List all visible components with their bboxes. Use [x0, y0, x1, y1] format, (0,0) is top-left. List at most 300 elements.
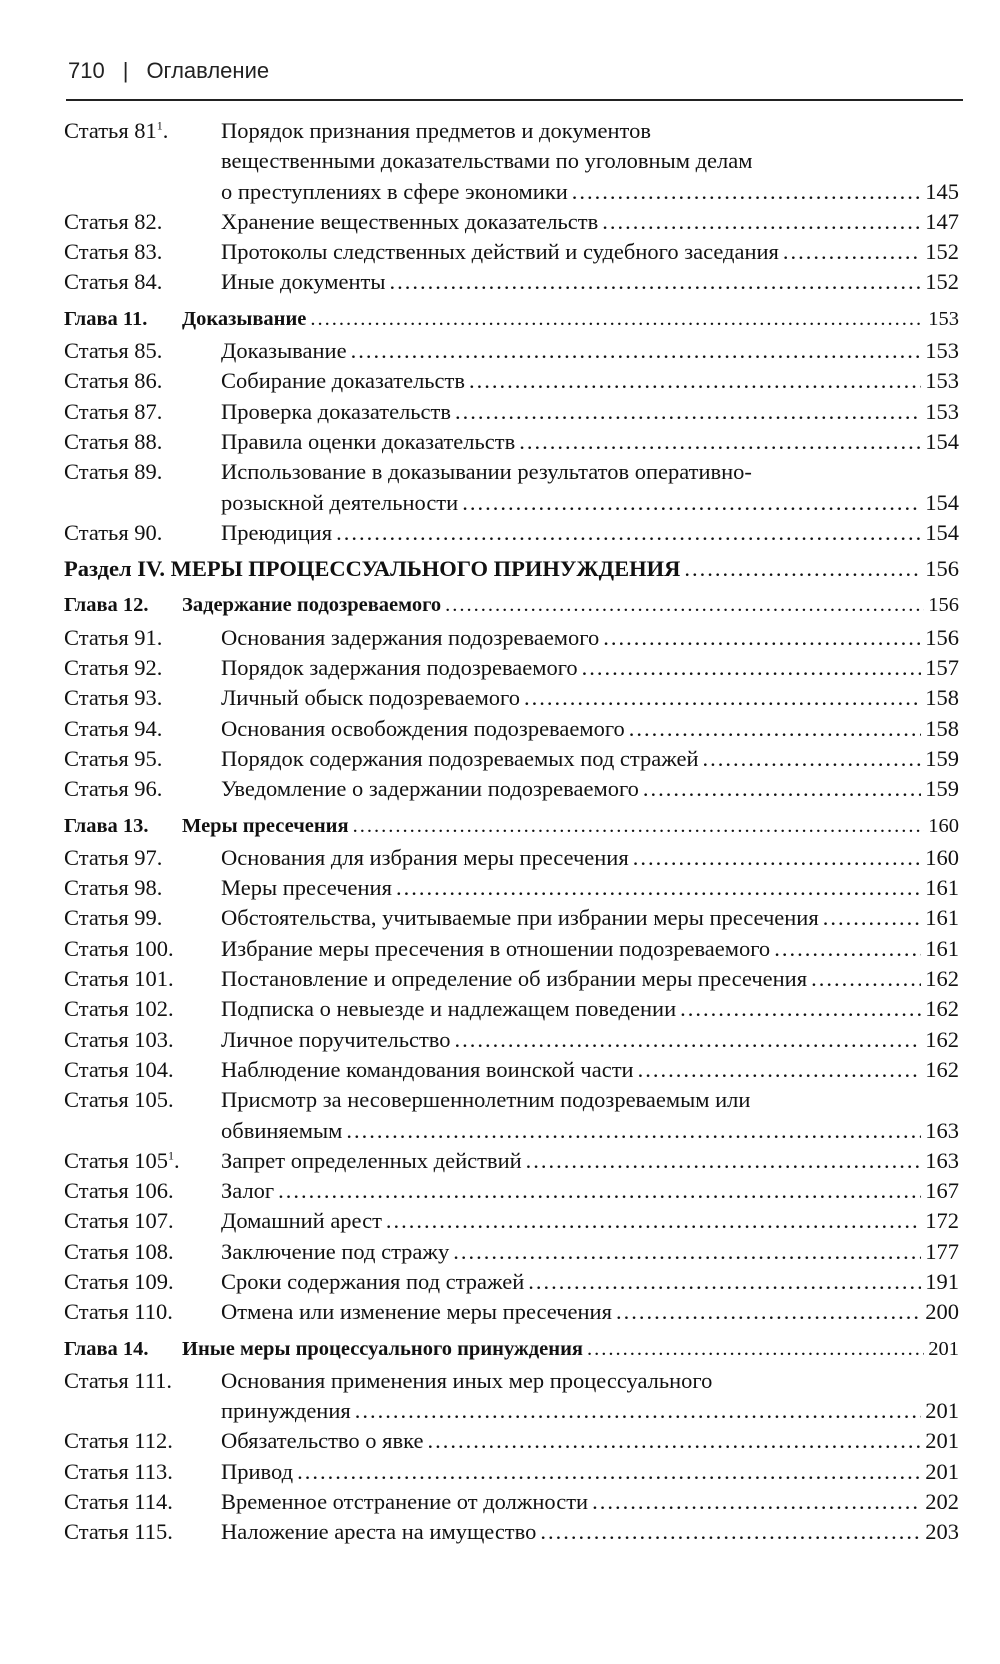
entry-number [64, 1146, 221, 1176]
entry-title-line [221, 1297, 959, 1327]
entry-title-line [182, 590, 959, 620]
entry-title [221, 427, 959, 457]
entry-number-text: Статья 87. [64, 398, 163, 424]
toc-chapter-entry [64, 304, 959, 334]
dot-leader [462, 488, 921, 518]
entry-title-line [221, 1366, 959, 1396]
entry-number [64, 683, 221, 713]
entry-title-line [221, 774, 959, 804]
entry-title-text: Доказывание [182, 307, 307, 330]
entry-number-text: Статья 86. [64, 368, 163, 394]
entry-title-text: Обстоятельства, учитываемые при избрании меры пресечения [221, 905, 819, 931]
entry-title-text: обвиняемым [221, 1117, 343, 1143]
dot-leader [386, 1206, 921, 1236]
toc-article-entry [64, 873, 959, 903]
entry-title-line [221, 964, 959, 994]
entry-title-line [221, 843, 959, 873]
toc-article-entry [64, 1055, 959, 1085]
table-of-contents [64, 116, 959, 1548]
entry-title-text: Подписка о невыезде и надлежащем поведении [221, 996, 677, 1022]
dot-leader [519, 427, 921, 457]
dot-leader [526, 1146, 922, 1176]
entry-number [64, 518, 221, 548]
dot-leader [643, 774, 921, 804]
entry-page-number: 153 [925, 338, 959, 364]
entry-title-text: Использование в доказывании результатов оперативно- [221, 459, 752, 485]
entry-title-line [221, 146, 959, 176]
entry-page-number: 177 [925, 1238, 959, 1264]
entry-page-number: 156 [925, 624, 959, 650]
toc-article-entry [64, 1025, 959, 1055]
entry-number [64, 427, 221, 457]
entry-number [64, 1334, 182, 1364]
toc-article-entry [64, 653, 959, 683]
entry-title-line [221, 1487, 959, 1517]
dot-leader [680, 994, 921, 1024]
entry-title-text: Избрание меры пресечения в отношении подозреваемого [221, 935, 771, 961]
entry-number [64, 267, 221, 297]
entry-title-text: Запрет определенных действий [221, 1147, 522, 1173]
entry-title [221, 1206, 959, 1236]
entry-title [221, 1426, 959, 1456]
toc-article-entry [64, 774, 959, 804]
dot-leader [346, 1116, 921, 1146]
entry-title-line [221, 1085, 959, 1115]
dot-leader [572, 177, 921, 207]
entry-title [221, 207, 959, 237]
entry-page-number: 202 [925, 1489, 959, 1515]
toc-article-entry [64, 1206, 959, 1236]
entry-title-text: Иные документы [221, 269, 386, 295]
entry-title-line [221, 1055, 959, 1085]
entry-title [221, 994, 959, 1024]
entry-page-number: 160 [928, 814, 959, 837]
entry-page-number: 161 [925, 875, 959, 901]
entry-title [221, 1146, 959, 1176]
toc-article-entry [64, 366, 959, 396]
entry-page-number: 157 [925, 655, 959, 681]
entry-number [64, 1366, 221, 1396]
toc-article-entry [64, 1457, 959, 1487]
entry-page-number: 159 [925, 776, 959, 802]
entry-title [221, 336, 959, 366]
entry-title [221, 873, 959, 903]
dot-leader [355, 1396, 922, 1426]
page-number: 710 [68, 58, 105, 83]
entry-title [221, 903, 959, 933]
entry-number-text: Статья 103. [64, 1026, 174, 1052]
dot-leader [592, 1487, 921, 1517]
dot-leader [427, 1426, 921, 1456]
entry-title-text: Порядок признания предметов и документов [221, 118, 651, 143]
entry-page-number: 162 [925, 1056, 959, 1082]
dot-leader [811, 964, 921, 994]
entry-title [221, 237, 959, 267]
entry-title-line [221, 177, 959, 207]
entry-title-text: Основания задержания подозреваемого [221, 624, 600, 650]
entry-title-line [221, 1116, 959, 1146]
toc-article-entry [64, 1267, 959, 1297]
dot-leader [396, 873, 921, 903]
entry-page-number: 161 [925, 935, 959, 961]
entry-page-number: 153 [925, 398, 959, 424]
entry-title [221, 267, 959, 297]
toc-article-entry [64, 1366, 959, 1427]
dot-leader [684, 554, 921, 584]
entry-page-number: 152 [925, 269, 959, 295]
entry-title [221, 744, 959, 774]
entry-title [221, 623, 959, 653]
entry-title [64, 554, 959, 584]
entry-title-line [221, 1517, 959, 1547]
dot-leader [602, 207, 921, 237]
entry-title-line [221, 994, 959, 1024]
entry-title-text: Личный обыск подозреваемого [221, 685, 520, 711]
entry-page-number: 172 [925, 1208, 959, 1234]
entry-title-line [221, 1396, 959, 1426]
dot-leader [783, 237, 921, 267]
entry-title [221, 1025, 959, 1055]
dot-leader [587, 1334, 924, 1364]
entry-title-text: вещественными доказательствами по уголовным делам [221, 148, 753, 174]
entry-page-number: 201 [928, 1337, 959, 1360]
entry-number [64, 744, 221, 774]
header-rule [66, 99, 963, 101]
entry-number [64, 116, 221, 146]
entry-title-text: Иные меры процессуального принуждения [182, 1337, 583, 1360]
dot-leader [540, 1517, 921, 1547]
entry-number [64, 964, 221, 994]
entry-title [221, 1487, 959, 1517]
entry-page-number: 158 [925, 715, 959, 741]
toc-article-entry [64, 336, 959, 366]
entry-number [64, 994, 221, 1024]
entry-page-number: 145 [925, 178, 959, 204]
entry-number [64, 237, 221, 267]
entry-page-number: 160 [925, 844, 959, 870]
entry-title-line [221, 427, 959, 457]
entry-title-text: Основания освобождения подозреваемого [221, 715, 625, 741]
dot-leader [336, 518, 921, 548]
toc-article-entry [64, 207, 959, 237]
toc-article-entry [64, 934, 959, 964]
entry-title-text: Протоколы следственных действий и судебного заседания [221, 239, 779, 265]
entry-title [221, 1517, 959, 1547]
dot-leader [469, 366, 921, 396]
entry-title-line [221, 207, 959, 237]
entry-number-text: Статья 105 [64, 1147, 169, 1173]
entry-title-line [221, 1176, 959, 1206]
entry-title-text: Сроки содержания под стражей [221, 1268, 525, 1294]
entry-number-text: Статья 112. [64, 1428, 173, 1454]
entry-number-text: Статья 107. [64, 1208, 174, 1234]
entry-page-number: 154 [925, 428, 959, 454]
dot-leader [616, 1297, 921, 1327]
dot-leader [278, 1176, 921, 1206]
toc-article-entry [64, 1297, 959, 1327]
entry-page-number: 159 [925, 745, 959, 771]
entry-number [64, 903, 221, 933]
entry-title-text: Привод [221, 1458, 294, 1484]
entry-title-text: Залог [221, 1178, 275, 1204]
dot-leader [582, 653, 922, 683]
entry-title-text: Преюдиция [221, 519, 333, 545]
entry-title-line [221, 1457, 959, 1487]
toc-article-entry [64, 457, 959, 518]
entry-number-text: Статья 106. [64, 1178, 174, 1204]
entry-number-text: Статья 104. [64, 1056, 174, 1082]
header-separator: | [122, 58, 129, 83]
entry-page-number: 163 [925, 1147, 959, 1173]
entry-title-line [221, 366, 959, 396]
entry-title-text: Личное поручительство [221, 1026, 451, 1052]
entry-page-number: 161 [925, 905, 959, 931]
entry-number [64, 774, 221, 804]
entry-number-text: Статья 92. [64, 655, 163, 681]
entry-title [221, 714, 959, 744]
entry-title [182, 590, 959, 620]
entry-number-text: Статья 115. [64, 1519, 173, 1545]
entry-title-text: Основания для избрания меры пресечения [221, 844, 629, 870]
entry-page-number: 162 [925, 1026, 959, 1052]
entry-page-number: 154 [925, 519, 959, 545]
entry-title [221, 457, 959, 518]
entry-number [64, 873, 221, 903]
entry-page-number: 154 [925, 489, 959, 515]
entry-title-line [221, 336, 959, 366]
entry-page-number: 200 [925, 1299, 959, 1325]
entry-number-text: Статья 83. [64, 239, 163, 265]
entry-title [182, 304, 959, 334]
entry-number-superscript: 1 [156, 118, 163, 133]
entry-number-suffix: . [162, 118, 169, 143]
entry-title-text: Порядок задержания подозреваемого [221, 655, 578, 681]
entry-page-number: 162 [925, 996, 959, 1022]
entry-number-text: Статья 97. [64, 844, 163, 870]
entry-title [221, 397, 959, 427]
dot-leader [297, 1457, 921, 1487]
entry-title-text: Отмена или изменение меры пресечения [221, 1299, 612, 1325]
toc-article-entry [64, 683, 959, 713]
entry-page-number: 156 [928, 594, 959, 617]
entry-title-text: Меры пресечения [221, 875, 392, 901]
entry-title-line [64, 554, 959, 584]
entry-number-superscript: 1 [168, 1148, 175, 1163]
entry-number [64, 1055, 221, 1085]
entry-title-text: принуждения [221, 1398, 351, 1424]
dot-leader [703, 744, 922, 774]
entry-number-text: Статья 113. [64, 1458, 173, 1484]
entry-title-text: розыскной деятельности [221, 489, 459, 515]
entry-number-text: Глава 11. [64, 307, 148, 330]
dot-leader [353, 811, 925, 841]
toc-article-entry [64, 116, 959, 207]
entry-page-number: 167 [925, 1178, 959, 1204]
entry-number [64, 1487, 221, 1517]
entry-title-line [221, 653, 959, 683]
entry-number [64, 811, 182, 841]
entry-number-text: Статья 90. [64, 519, 163, 545]
entry-number [64, 1517, 221, 1547]
entry-title [221, 366, 959, 396]
entry-number-text: Статья 108. [64, 1238, 174, 1264]
toc-article-entry [64, 623, 959, 653]
entry-title-text: о преступлениях в сфере экономики [221, 178, 568, 204]
toc-article-entry [64, 427, 959, 457]
entry-number [64, 590, 182, 620]
entry-title-line [221, 457, 959, 487]
entry-page-number: 201 [925, 1428, 959, 1454]
entry-number [64, 207, 221, 237]
toc-article-entry [64, 1176, 959, 1206]
entry-number [64, 1457, 221, 1487]
entry-title-text: Хранение вещественных доказательств [221, 208, 599, 234]
entry-page-number: 156 [925, 556, 959, 582]
entry-title [221, 1457, 959, 1487]
entry-title [182, 1334, 959, 1364]
entry-number [64, 653, 221, 683]
entry-number-text: Статья 100. [64, 935, 174, 961]
dot-leader [455, 1025, 922, 1055]
toc-article-entry [64, 1085, 959, 1146]
entry-title-line [221, 683, 959, 713]
toc-article-entry [64, 267, 959, 297]
entry-title-text: Проверка доказательств [221, 398, 451, 424]
dot-leader [629, 714, 921, 744]
entry-title-line [221, 237, 959, 267]
entry-number [64, 1267, 221, 1297]
entry-number [64, 843, 221, 873]
entry-number-text: Статья 91. [64, 624, 163, 650]
entry-page-number: 153 [928, 307, 959, 330]
entry-number-text: Статья 109. [64, 1268, 174, 1294]
entry-page-number: 201 [925, 1398, 959, 1424]
entry-title [221, 964, 959, 994]
entry-number-text: Статья 105. [64, 1087, 174, 1113]
entry-title-text: Порядок содержания подозреваемых под стражей [221, 745, 699, 771]
entry-page-number: 191 [925, 1268, 959, 1294]
entry-number [64, 1426, 221, 1456]
entry-number-text: Статья 88. [64, 428, 163, 454]
entry-title-text: Домашний арест [221, 1208, 382, 1234]
entry-number-text: Глава 14. [64, 1337, 149, 1360]
toc-article-entry [64, 903, 959, 933]
entry-title-text: Основания применения иных мер процессуального [221, 1367, 713, 1393]
entry-title-text: Уведомление о задержании подозреваемого [221, 776, 639, 802]
entry-title [221, 934, 959, 964]
toc-article-entry [64, 1487, 959, 1517]
entry-title-line [221, 488, 959, 518]
entry-number-text: Статья 99. [64, 905, 163, 931]
dot-leader [445, 590, 924, 620]
toc-chapter-entry [64, 1334, 959, 1364]
toc-article-entry [64, 237, 959, 267]
entry-title [221, 843, 959, 873]
toc-article-entry [64, 1237, 959, 1267]
toc-section-entry [64, 554, 959, 584]
entry-number-text: Статья 85. [64, 338, 163, 364]
toc-article-entry [64, 1517, 959, 1547]
entry-page-number: 153 [925, 368, 959, 394]
entry-title-text: Постановление и определение об избрании меры пресечения [221, 966, 808, 992]
toc-article-entry [64, 843, 959, 873]
entry-number-text: Статья 89. [64, 459, 163, 485]
dot-leader [390, 267, 922, 297]
entry-title-line [221, 397, 959, 427]
toc-article-entry [64, 964, 959, 994]
entry-number-text: Статья 96. [64, 776, 163, 802]
toc-article-entry [64, 1426, 959, 1456]
entry-title [221, 1237, 959, 1267]
entry-number-text: Глава 12. [64, 594, 149, 617]
entry-title [221, 518, 959, 548]
entry-title-text: Обязательство о явке [221, 1428, 424, 1454]
entry-title-line [221, 744, 959, 774]
entry-number [64, 1176, 221, 1206]
entry-title-line [182, 811, 959, 841]
entry-number-suffix: . [174, 1147, 180, 1173]
entry-title [221, 116, 959, 207]
entry-title [182, 811, 959, 841]
dot-leader [633, 843, 922, 873]
entry-number [64, 304, 182, 334]
entry-page-number: 158 [925, 685, 959, 711]
entry-number [64, 1025, 221, 1055]
toc-article-entry [64, 1146, 959, 1176]
entry-number-text: Статья 82. [64, 208, 163, 234]
entry-title-text: Доказывание [221, 338, 347, 364]
entry-number-text: Статья 114. [64, 1489, 173, 1515]
entry-number [64, 1206, 221, 1236]
entry-number [64, 623, 221, 653]
entry-page-number: 147 [925, 208, 959, 234]
entry-page-number: 152 [925, 239, 959, 265]
entry-title-text: Заключение под стражу [221, 1238, 450, 1264]
entry-title-text: Временное отстранение от должности [221, 1489, 589, 1515]
entry-number-text: Статья 94. [64, 715, 163, 741]
entry-title [221, 683, 959, 713]
dot-leader [603, 623, 921, 653]
entry-title-text: Меры пресечения [182, 814, 349, 837]
toc-chapter-entry [64, 590, 959, 620]
entry-title-line [221, 623, 959, 653]
dot-leader [351, 336, 922, 366]
entry-number [64, 714, 221, 744]
toc-article-entry [64, 744, 959, 774]
entry-title [221, 1055, 959, 1085]
entry-number-text: Статья 95. [64, 745, 163, 771]
dot-leader [638, 1055, 922, 1085]
entry-title-text: Задержание подозреваемого [182, 594, 442, 617]
dot-leader [455, 397, 921, 427]
entry-title-text: Наблюдение командования воинской части [221, 1056, 634, 1082]
entry-number-text: Статья 111. [64, 1367, 172, 1393]
entry-number-text: Статья 102. [64, 996, 174, 1022]
header-title: Оглавление [146, 58, 270, 83]
entry-title-line [221, 518, 959, 548]
entry-number [64, 366, 221, 396]
entry-number [64, 1237, 221, 1267]
entry-title-line [221, 1237, 959, 1267]
dot-leader [823, 903, 922, 933]
entry-number [64, 1297, 221, 1327]
running-header [68, 58, 963, 84]
entry-page-number: 203 [925, 1519, 959, 1545]
entry-title [221, 1267, 959, 1297]
entry-title-line [221, 934, 959, 964]
entry-title-text: Наложение ареста на имущество [221, 1519, 537, 1545]
toc-article-entry [64, 397, 959, 427]
